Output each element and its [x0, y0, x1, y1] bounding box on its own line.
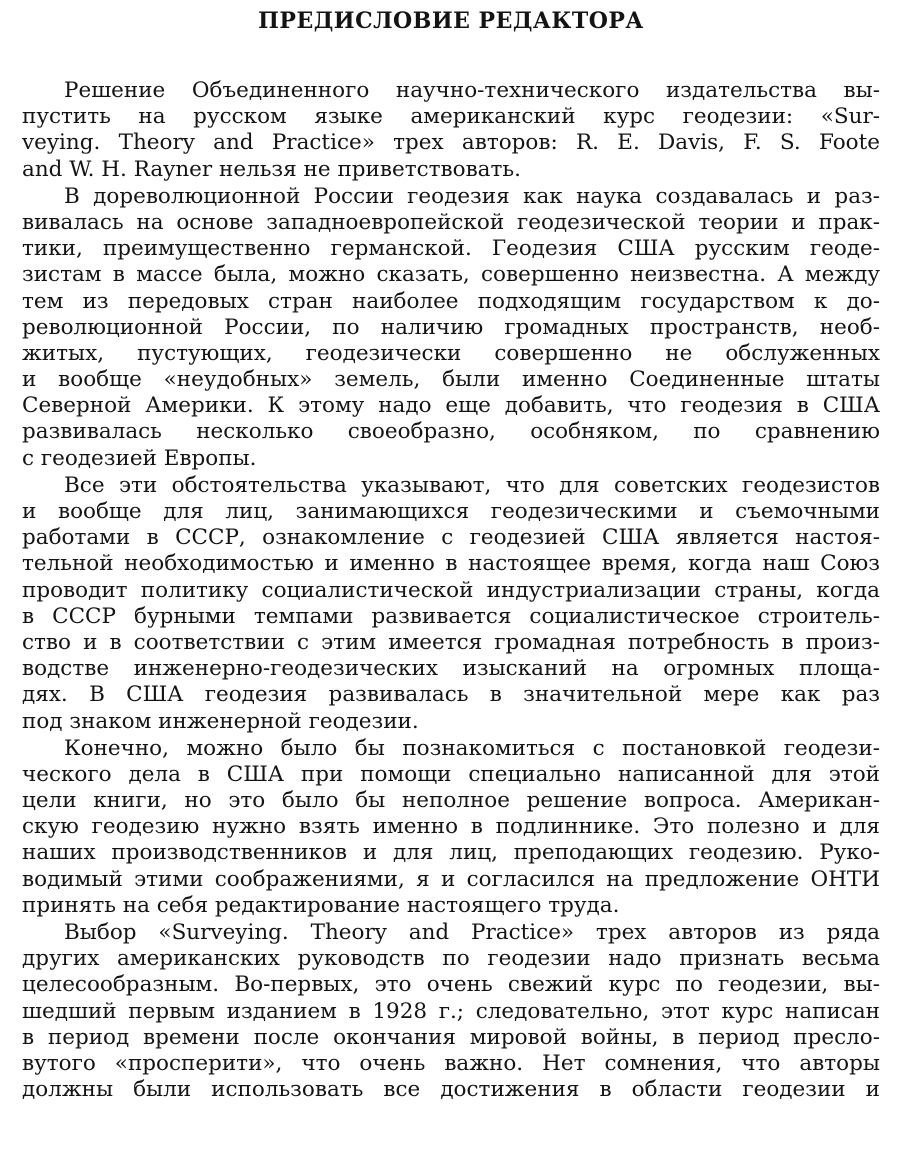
text-line: водимый этими соображениями, я и согласился на предложение ОНТИ	[22, 866, 880, 892]
text-line: дях. В США геодезия развивалась в значительной мере как раз	[22, 682, 880, 708]
text-line: пустить на русском языке американский курс геодезии: «Sur-	[22, 104, 880, 130]
text-line: в период времени после окончания мировой войны, в период пресло-	[22, 1024, 880, 1050]
paragraph-2	[22, 184, 880, 472]
text-line: вутого «просперити», что очень важно. Нет сомнения, что авторы	[22, 1050, 880, 1076]
text-line: цели книги, но это было бы неполное решение вопроса. Американ-	[22, 788, 880, 814]
text-line: под знаком инженерной геодезии.	[22, 708, 419, 734]
text-line: Все эти обстоятельства указывают, что для советских геодезистов	[64, 472, 880, 498]
paragraph-4	[22, 736, 880, 919]
text-line: В дореволюционной России геодезия как наука создавалась и раз-	[64, 183, 880, 209]
text-line: водстве инженерно-геодезических изысканий на огромных площа-	[22, 656, 880, 682]
text-line: наших производственников и для лиц, преподающих геодезию. Руко-	[22, 840, 880, 866]
text-line: развивалась несколько своеобразно, особняком, по сравнению	[22, 419, 880, 445]
text-line: шедший первым изданием в 1928 г.; следовательно, этот курс написан	[22, 998, 880, 1024]
text-line: других американских руководств по геодезии надо признать весьма	[22, 946, 880, 972]
text-line: скую геодезию нужно взять именно в подлиннике. Это полезно и для	[22, 814, 880, 840]
text-line: принять на себя редактирование настоящего труда.	[22, 892, 620, 918]
text-body	[22, 78, 880, 1103]
text-line: с геодезией Европы.	[22, 445, 257, 471]
text-line: and W. H. Rayner нельзя не приветствовать.	[22, 156, 521, 182]
document-page	[22, 6, 880, 1103]
paragraph-5	[22, 920, 880, 1103]
text-line: и вообще «неудобных» земель, были именно Соединенные штаты	[22, 367, 880, 393]
text-line: Выбор «Surveying. Theory and Practice» трех авторов из ряда	[64, 920, 880, 945]
text-line: вивалась на основе западноевропейской геодезической теории и прак-	[22, 209, 880, 235]
text-line: должны были использовать все достижения в области геодезии и	[22, 1077, 880, 1103]
text-line: и вообще для лиц, занимающихся геодезическими и съемочными	[22, 499, 880, 524]
text-line: революционной России, по наличию громадных пространств, необ-	[22, 314, 880, 340]
text-line: Решение Объединенного научно-технического издательства вы-	[64, 78, 880, 103]
text-line: житых, пустующих, геодезически совершенно не обслуженных	[22, 340, 880, 366]
text-line: тельной необходимостью и именно в настоящее время, когда наш Союз	[22, 551, 880, 577]
text-line: в СССР бурными темпами развивается социалистическое строитель-	[22, 603, 880, 629]
text-line: veying. Theory and Practice» трех авторов: R. E. Davis, F. S. Foote	[22, 130, 880, 156]
text-line: проводит политику социалистической индустриализации страны, когда	[22, 577, 880, 603]
text-line: ческого дела в США при помощи специально написанной для этой	[22, 761, 880, 787]
text-line: Конечно, можно было бы познакомиться с постановкой геодези-	[64, 735, 880, 761]
text-line: тики, преимущественно германской. Геодезия США русским геоде-	[22, 236, 880, 262]
paragraph-1	[22, 78, 880, 183]
text-line: целесообразным. Во-первых, это очень свежий курс по геодезии, вы-	[22, 972, 880, 998]
text-line: зистам в массе была, можно сказать, совершенно неизвестна. А между	[22, 262, 880, 288]
text-line: ство и в соответствии с этим имеется громадная потребность в произ-	[22, 629, 880, 655]
text-line: Северной Америки. К этому надо еще добавить, что геодезия в США	[22, 393, 880, 419]
page-title: ПРЕДИСЛОВИЕ РЕДАКТОРА	[258, 8, 644, 34]
paragraph-3	[22, 473, 880, 735]
text-line: работами в СССР, ознакомление с геодезией США является настоя-	[22, 525, 880, 551]
text-line: тем из передовых стран наиболее подходящим государством к до-	[22, 288, 880, 314]
